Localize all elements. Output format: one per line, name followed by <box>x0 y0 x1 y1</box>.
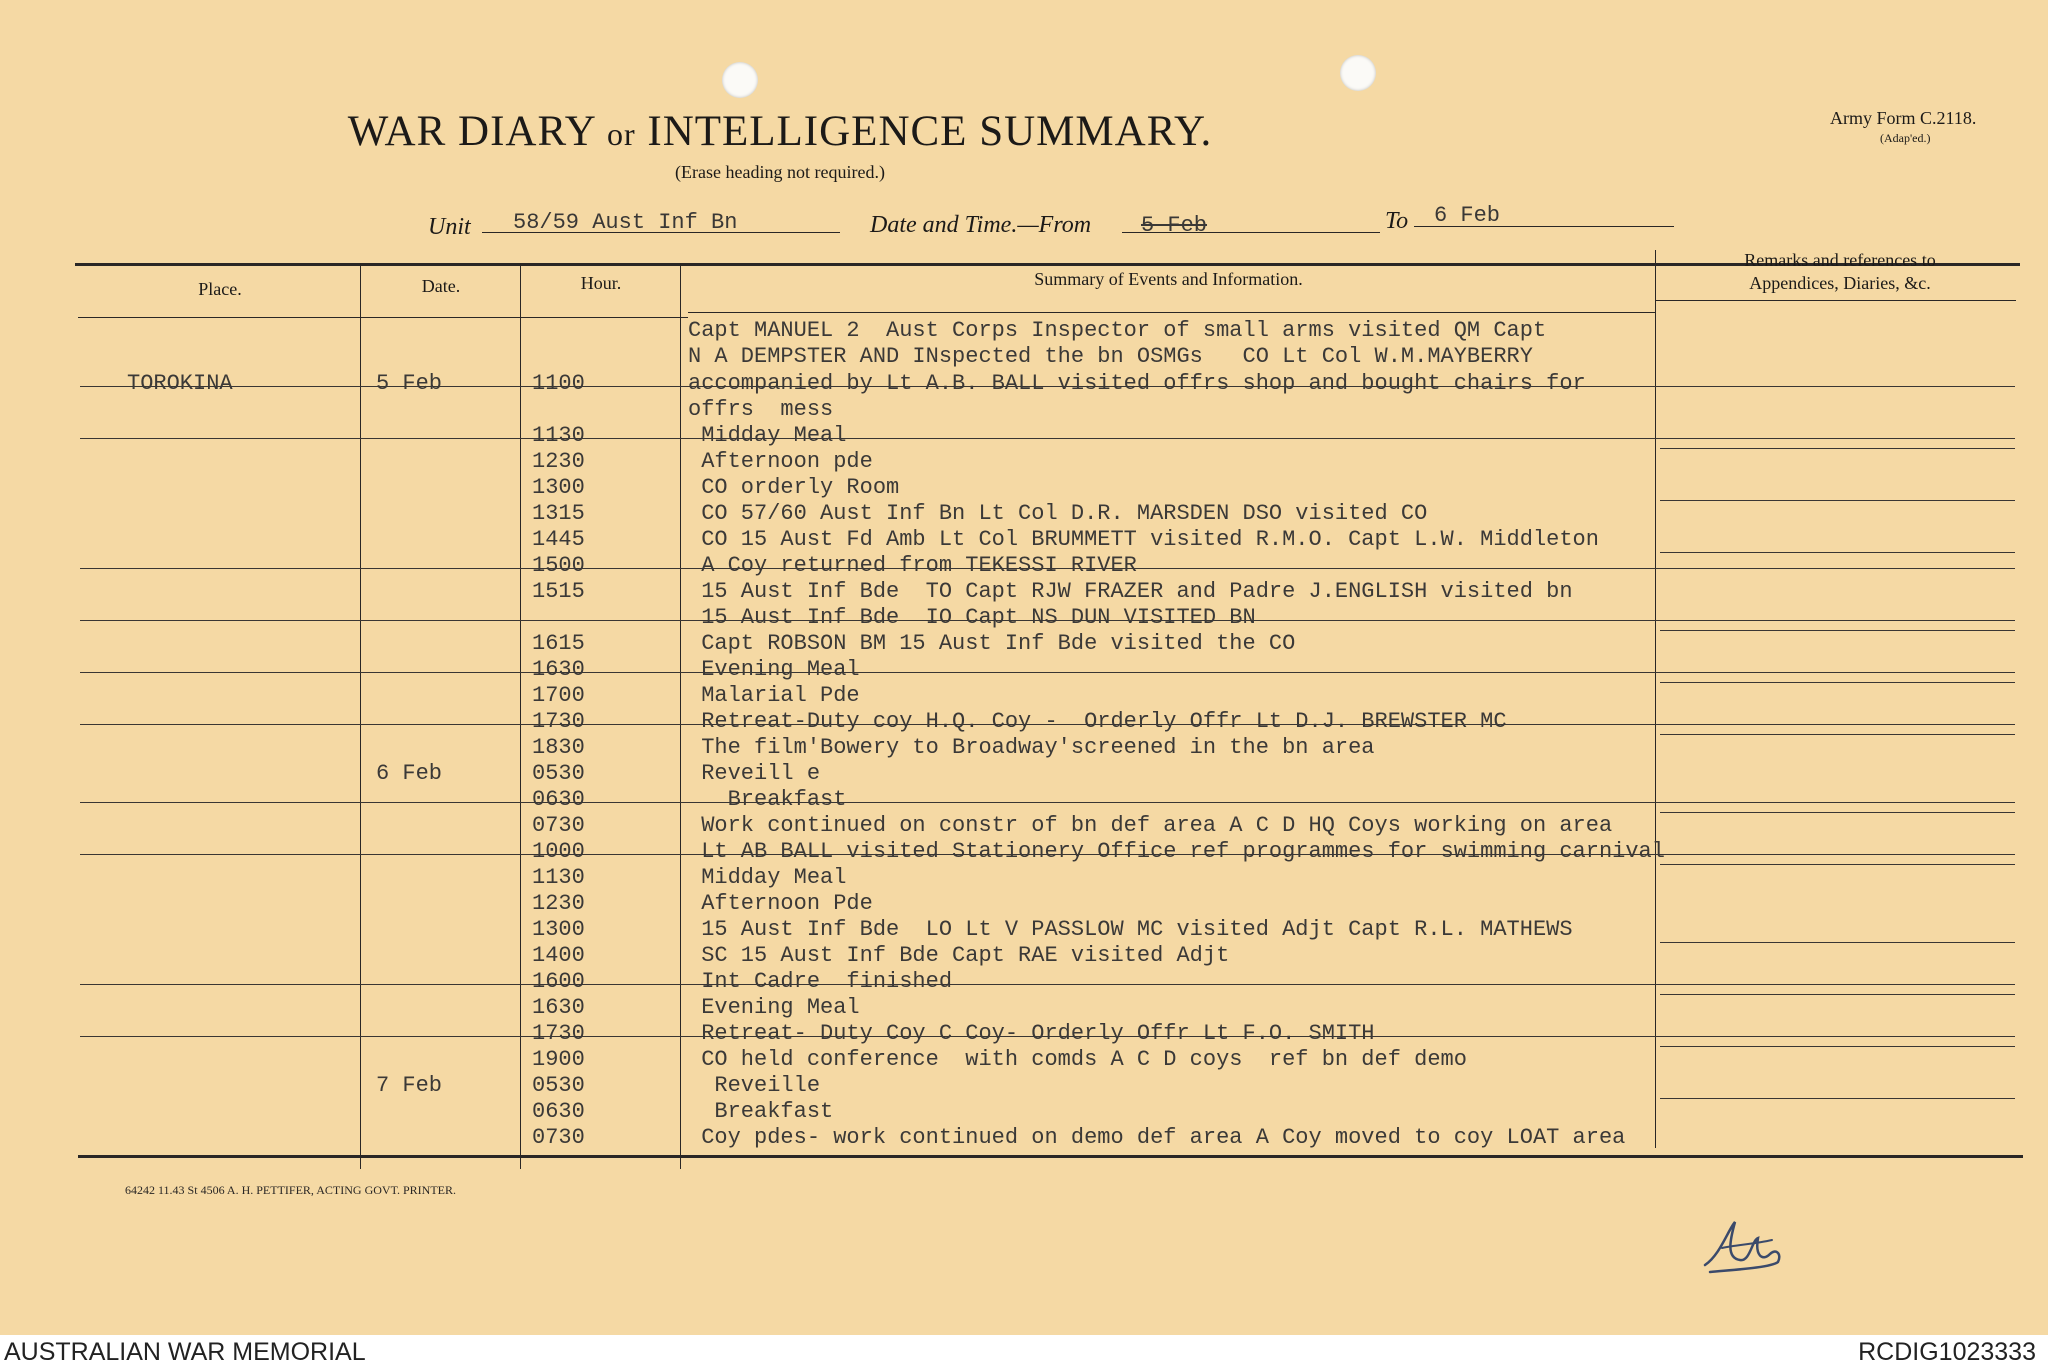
entry-hour: 1300 <box>532 917 585 942</box>
unit-underline <box>482 232 840 233</box>
entry-hour: 1600 <box>532 969 585 994</box>
printer-imprint: 64242 11.43 St 4506 A. H. PETTIFER, ACTING GOVT. PRINTER. <box>125 1183 457 1197</box>
entry-row <box>0 787 2048 813</box>
entry-summary: accompanied by Lt A.B. BALL visited offrs shop and bought chairs for <box>688 371 1586 396</box>
entry-row <box>0 475 2048 501</box>
entry-row <box>0 605 2048 631</box>
entry-row <box>0 683 2048 709</box>
entry-summary: Int Cadre finished <box>688 969 953 994</box>
date-to-label: To <box>1385 208 1409 234</box>
entry-row <box>0 709 2048 735</box>
entry-hour: 1100 <box>532 371 585 396</box>
entry-summary: Evening Meal <box>688 995 860 1020</box>
form-number-sub: (Adap'ed.) <box>1880 131 1931 145</box>
entry-row <box>0 318 2048 344</box>
entry-row <box>0 1021 2048 1047</box>
entry-row <box>0 527 2048 553</box>
entry-row <box>0 631 2048 657</box>
entry-row <box>0 891 2048 917</box>
entry-place: TOROKINA <box>127 371 233 396</box>
entry-row <box>0 995 2048 1021</box>
entry-row <box>0 423 2048 449</box>
entry-row <box>0 1125 2048 1151</box>
entry-hour: 1730 <box>532 709 585 734</box>
entry-summary: Midday Meal <box>688 865 847 890</box>
entry-row <box>0 839 2048 865</box>
entry-row <box>0 1073 2048 1099</box>
column-header-remarks: Remarks and references to Appendices, Diaries, &c. <box>1744 250 1936 293</box>
entry-summary: Afternoon Pde <box>688 891 873 916</box>
entry-summary: The film'Bowery to Broadway'screened in the bn area <box>688 735 1375 760</box>
entry-summary: Reveille <box>688 1073 821 1098</box>
entry-hour: 0530 <box>532 761 585 786</box>
entry-row <box>0 735 2048 761</box>
unit-label: Unit <box>428 214 471 240</box>
entry-date: 5 Feb <box>376 371 443 396</box>
entry-summary: Capt MANUEL 2 Aust Corps Inspector of small arms visited QM Capt <box>688 318 1547 343</box>
entry-summary: CO 57/60 Aust Inf Bn Lt Col D.R. MARSDEN DSO visited CO <box>688 501 1428 526</box>
entry-summary: Malarial Pde <box>688 683 860 708</box>
header-bottom-rule <box>1656 300 2016 301</box>
punch-hole <box>1340 55 1376 91</box>
entry-summary: Evening Meal <box>688 657 860 682</box>
entry-row <box>0 579 2048 605</box>
entry-hour: 1400 <box>532 943 585 968</box>
entry-summary: CO held conference with comds A C D coys ref bn def demo <box>688 1047 1467 1072</box>
date-to-value: 6 Feb <box>1434 203 1501 228</box>
entry-hour: 1300 <box>532 475 585 500</box>
entry-summary: CO orderly Room <box>688 475 900 500</box>
entry-hour: 0730 <box>532 813 585 838</box>
entry-hour: 1230 <box>532 891 585 916</box>
entry-row <box>0 865 2048 891</box>
entry-hour: 1700 <box>532 683 585 708</box>
entry-row <box>0 917 2048 943</box>
entry-summary: Midday Meal <box>688 423 847 448</box>
signature-mark <box>1700 1210 1790 1280</box>
entry-summary: Retreat- Duty Coy C Coy- Orderly Offr Lt F.O. SMITH <box>688 1021 1375 1046</box>
column-header-summary: Summary of Events and Information. <box>1034 269 1303 289</box>
header-bottom-rule <box>688 312 1656 313</box>
entry-row <box>0 1099 2048 1125</box>
entry-hour: 1630 <box>532 657 585 682</box>
table-bottom-rule <box>78 1155 2023 1158</box>
entry-row <box>0 501 2048 527</box>
date-from-underline <box>1122 232 1380 233</box>
entry-row <box>0 657 2048 683</box>
entry-summary: Reveill e <box>688 761 821 786</box>
date-to-underline <box>1414 226 1674 227</box>
column-header-date: Date. <box>421 276 461 296</box>
form-number: Army Form C.2118. <box>1830 108 1977 128</box>
entry-hour: 1515 <box>532 579 585 604</box>
entry-hour: 1230 <box>532 449 585 474</box>
entry-row <box>0 397 2048 423</box>
entry-row <box>0 943 2048 969</box>
entry-row <box>0 761 2048 787</box>
entry-hour: 0630 <box>532 1099 585 1124</box>
entry-summary: N A DEMPSTER AND INspected the bn OSMGs CO Lt Col W.M.MAYBERRY <box>688 344 1533 369</box>
entry-hour: 1730 <box>532 1021 585 1046</box>
date-from-value: 5 Feb <box>1141 213 1208 238</box>
entry-summary: CO 15 Aust Fd Amb Lt Col BRUMMETT visited R.M.O. Capt L.W. Middleton <box>688 527 1599 552</box>
date-from-label: Date and Time.—From <box>870 212 1092 238</box>
entry-row <box>0 553 2048 579</box>
entry-hour: 0530 <box>532 1073 585 1098</box>
entry-date: 7 Feb <box>376 1073 443 1098</box>
entry-row <box>0 1047 2048 1073</box>
entry-hour: 1130 <box>532 865 585 890</box>
entry-summary: Work continued on constr of bn def area A C D HQ Coys working on area <box>688 813 1613 838</box>
entry-summary: 15 Aust Inf Bde TO Capt RJW FRAZER and Padre J.ENGLISH visited bn <box>688 579 1573 604</box>
entry-summary: 15 Aust Inf Bde IO Capt NS DUN VISITED BN <box>688 605 1256 630</box>
entry-hour: 0630 <box>532 787 585 812</box>
entry-hour: 1615 <box>532 631 585 656</box>
entry-row <box>0 813 2048 839</box>
footer-reference: RCDIG1023333 <box>1858 1338 2036 1366</box>
entry-hour: 1500 <box>532 553 585 578</box>
column-header-place: Place. <box>198 279 242 299</box>
entry-hour: 1000 <box>532 839 585 864</box>
entry-hour: 1315 <box>532 501 585 526</box>
form-subtitle: (Erase heading not required.) <box>675 162 885 182</box>
entry-row <box>0 969 2048 995</box>
entry-row <box>0 344 2048 370</box>
entry-date: 6 Feb <box>376 761 443 786</box>
form-title: WAR DIARY or INTELLIGENCE SUMMARY. <box>347 108 1213 155</box>
entry-hour: 1630 <box>532 995 585 1020</box>
entry-hour: 1130 <box>532 423 585 448</box>
entry-summary: Coy pdes- work continued on demo def area A Coy moved to coy LOAT area <box>688 1125 1626 1150</box>
entry-hour: 0730 <box>532 1125 585 1150</box>
entry-summary: Lt AB BALL visited Stationery Office ref programmes for swimming carnival <box>688 839 1665 864</box>
entry-hour: 1445 <box>532 527 585 552</box>
entry-summary: Capt ROBSON BM 15 Aust Inf Bde visited the CO <box>688 631 1296 656</box>
entry-summary: Breakfast <box>688 787 847 812</box>
footer-credit: AUSTRALIAN WAR MEMORIAL <box>4 1338 366 1366</box>
entry-summary: Retreat-Duty coy H.Q. Coy - Orderly Offr Lt D.J. BREWSTER MC <box>688 709 1507 734</box>
entry-summary: offrs mess <box>688 397 834 422</box>
entry-hour: 1830 <box>532 735 585 760</box>
unit-value: 58/59 Aust Inf Bn <box>513 210 738 235</box>
entry-summary: Afternoon pde <box>688 449 873 474</box>
column-header-hour: Hour. <box>580 273 622 293</box>
entry-row <box>0 449 2048 475</box>
entry-summary: Breakfast <box>688 1099 834 1124</box>
entry-hour: 1900 <box>532 1047 585 1072</box>
entry-summary: A Coy returned from TEKESSI RIVER <box>688 553 1137 578</box>
punch-hole <box>722 62 758 98</box>
entry-summary: SC 15 Aust Inf Bde Capt RAE visited Adjt <box>688 943 1230 968</box>
entry-row <box>0 371 2048 397</box>
entry-summary: 15 Aust Inf Bde LO Lt V PASSLOW MC visited Adjt Capt R.L. MATHEWS <box>688 917 1573 942</box>
